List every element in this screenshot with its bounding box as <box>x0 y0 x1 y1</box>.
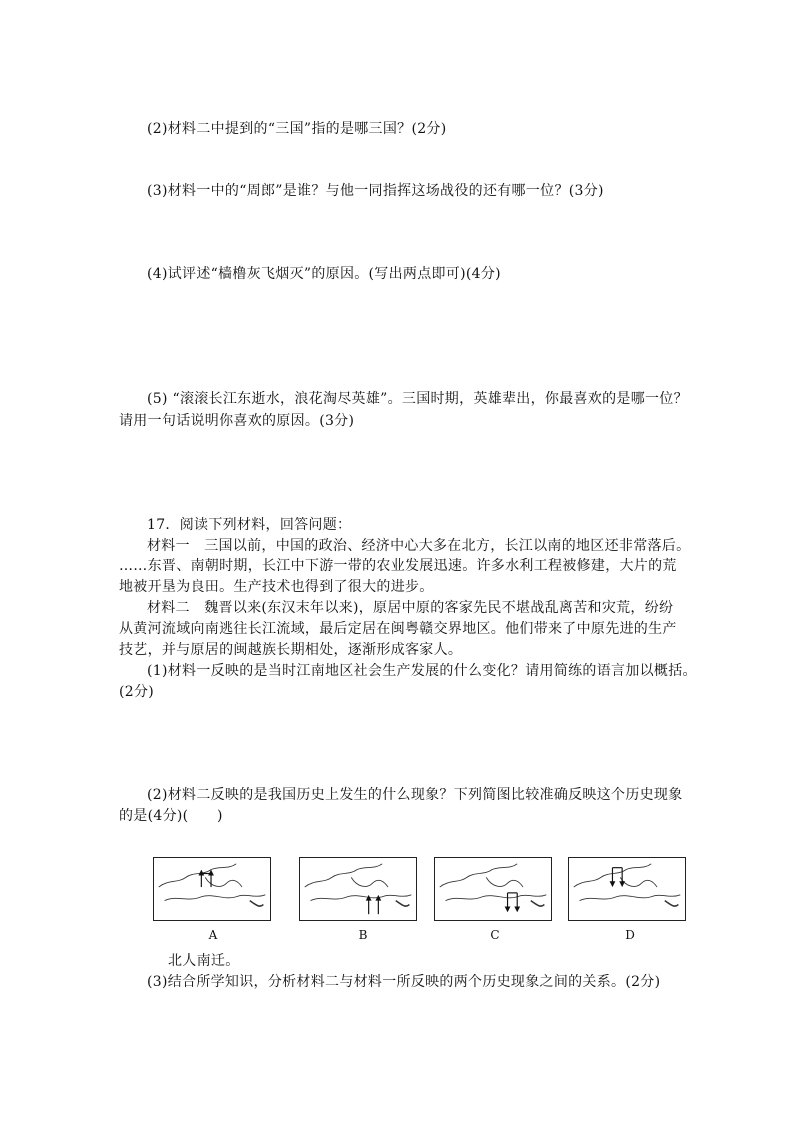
q17-material2-line2: 从黄河流域向南逃往长江流域，最后定居在闽粤赣交界地区。他们带来了中原先进的生产 <box>119 621 677 637</box>
map-a-sketch <box>154 858 270 920</box>
map-label-b: B <box>358 928 368 942</box>
q16-part3: (3)材料一中的“周郎”是谁？与他一同指挥这场战役的还有哪一位？(3分) <box>147 183 604 199</box>
map-label-a: A <box>208 928 218 942</box>
q16-part5-line2: 请用一句话说明你喜欢的原因。(3分) <box>119 413 355 429</box>
q17-material2-line1: 材料二 魏晋以来(东汉末年以来)，原居中原的客家先民不堪战乱离苦和灾荒，纷纷 <box>147 600 674 616</box>
q17-material1-line2: ……东晋、南朝时期，长江中下游一带的农业发展迅速。许多水利工程被修建，大片的荒 <box>119 558 677 574</box>
q16-part5-line1: (5) “滚滚长江东逝水，浪花淘尽英雄”。三国时期，英雄辈出，你最喜欢的是哪一位？ <box>147 391 688 407</box>
q16-part4: (4)试评述“樯橹灰飞烟灭”的原因。(写出两点即可)(4分) <box>147 266 501 282</box>
map-b-sketch <box>300 858 416 920</box>
q17-material1-line3: 地被开垦为良田。生产技术也得到了很大的进步。 <box>119 579 434 595</box>
map-label-d: D <box>625 928 635 942</box>
q17-material2-line3: 技艺，并与原居的闽越族长期相处，逐渐形成客家人。 <box>119 642 463 658</box>
map-options <box>150 857 690 923</box>
q16-part2: (2)材料二中提到的“三国”指的是哪三国？(2分) <box>147 121 447 137</box>
q17-part2-line1: (2)材料二反映的是我国历史上发生的什么现象？下列简图比较准确反映这个历史现象 <box>147 787 683 803</box>
map-option-a <box>153 857 271 921</box>
map-option-d <box>568 857 686 921</box>
q17-part1-line2: (2分) <box>119 684 155 700</box>
q17-answer-note: 北人南迁。 <box>168 953 240 969</box>
map-c-sketch <box>435 858 551 920</box>
map-option-b <box>299 857 417 921</box>
q17-part2-line2: 的是(4分)( ) <box>119 808 223 824</box>
map-label-c: C <box>490 928 500 942</box>
map-d-sketch <box>569 858 685 920</box>
q17-part1-line1: (1)材料一反映的是当时江南地区社会生产发展的什么变化？请用简练的语言加以概括。 <box>147 663 697 679</box>
q17-material1-line1: 材料一 三国以前，中国的政治、经济中心大多在北方，长江以南的地区还非常落后。 <box>147 538 691 554</box>
map-option-c <box>434 857 552 921</box>
q17-intro: 17．阅读下列材料，回答问题： <box>147 517 352 533</box>
q17-part3: (3)结合所学知识，分析材料二与材料一所反映的两个历史现象之间的关系。(2分) <box>147 974 661 990</box>
